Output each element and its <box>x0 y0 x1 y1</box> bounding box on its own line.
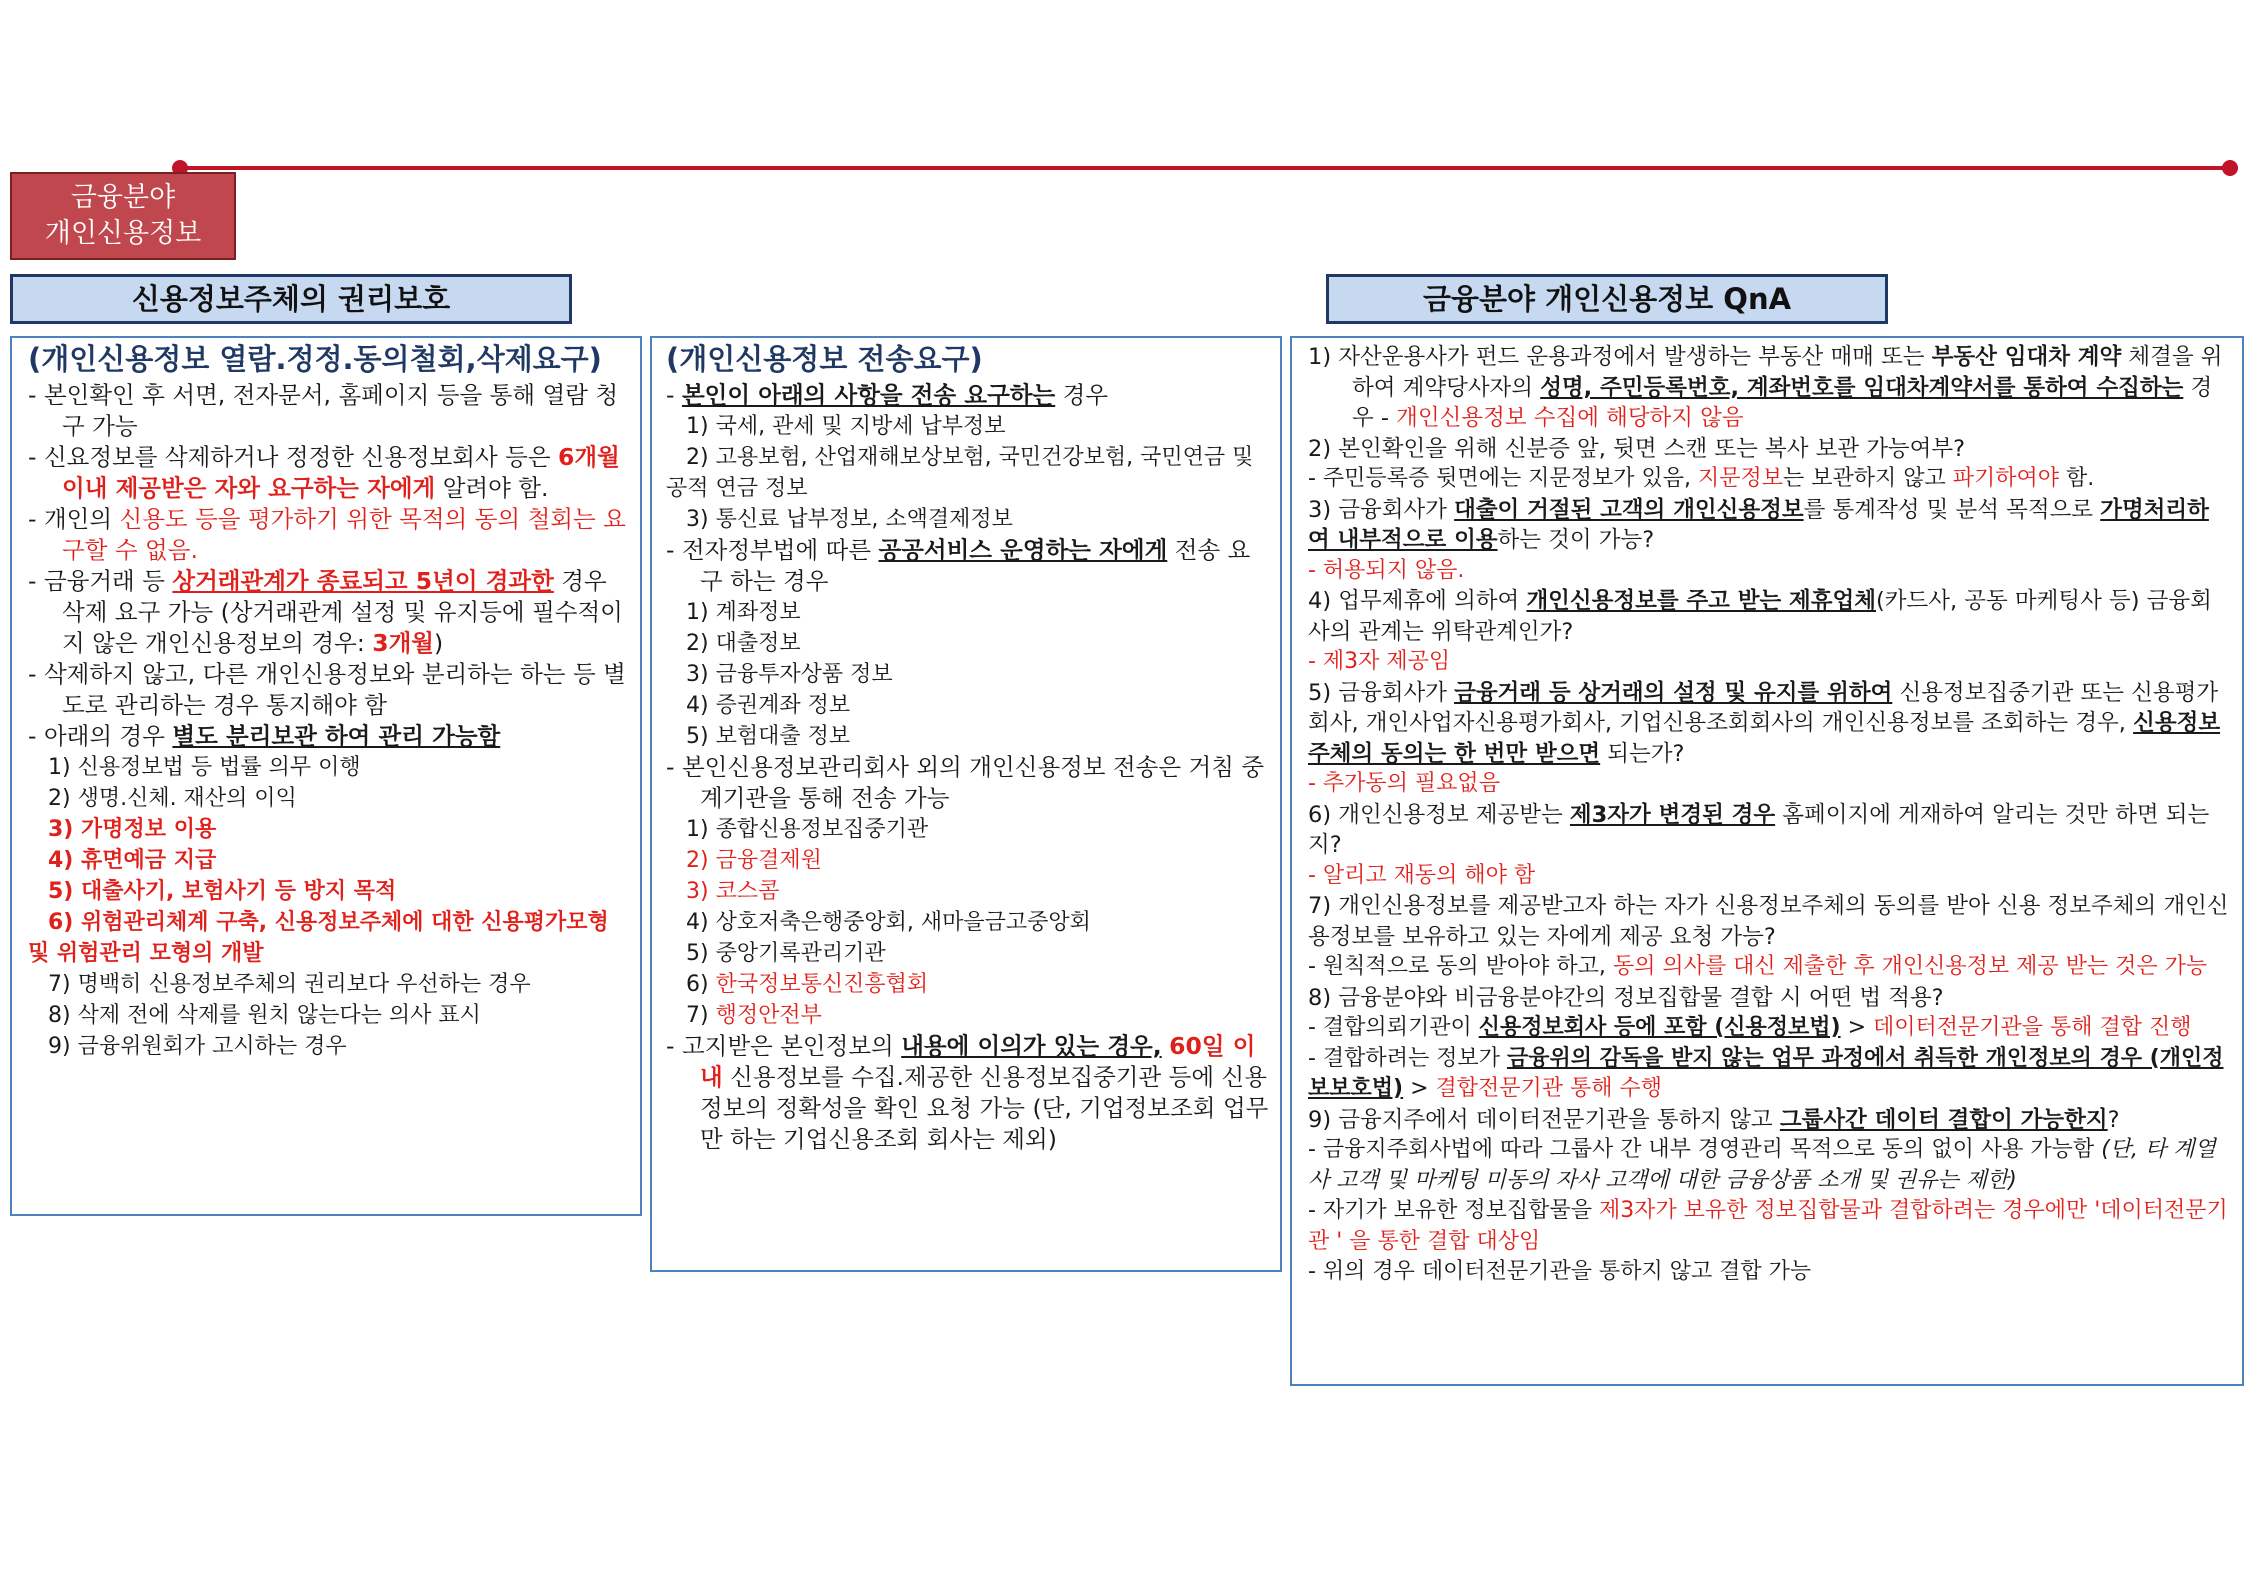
qa-a2: - 주민등록증 뒷면에는 지문정보가 있음, 지문정보는 보관하지 않고 파기하여야 함. <box>1308 466 2095 491</box>
qa-q6: 6) 개인신용정보 제공받는 제3자가 변경된 경우 홈페이지에 게재하여 알리는 것만 하면 되는지? <box>1308 801 2210 858</box>
col2-c2: 2) 금융결제원 <box>686 848 822 873</box>
box2-title: (개인신용정보 전송요구) <box>666 342 983 376</box>
col2-c3: 3) 코스콤 <box>686 879 780 904</box>
col1-p3: - 개인의 신용도 등을 평가하기 위한 목적의 동의 철회는 요구할 수 없음. <box>28 505 626 564</box>
qa-a9c: - 위의 경우 데이터전문기관을 통하지 않고 결합 가능 <box>1308 1259 1812 1284</box>
col2-s2: - 전자정부법에 따른 공공서비스 운영하는 자에게 전송 요구 하는 경우 <box>666 536 1251 595</box>
col1-item-6: 6) 위험관리체계 구축, 신용정보주체에 대한 신용평가모형 및 위험관리 모형의 개발 <box>28 910 609 966</box>
qa-a9b: - 자기가 보유한 정보집합물을 제3자가 보유한 정보집합물과 결합하려는 경우에만 '데이터전문기관 ' 을 통한 결합 대상임 <box>1308 1198 2228 1254</box>
col2-c5: 5) 중앙기록관리기관 <box>686 941 886 966</box>
qa-a3: - 허용되지 않음. <box>1308 557 1465 583</box>
col2-s3: - 본인신용정보관리회사 외의 개인신용정보 전송은 거침 중계기관을 통해 전송 가능 <box>666 753 1265 812</box>
col2-a3: 3) 통신료 납부정보, 소액결제정보 <box>686 507 1013 532</box>
qa-a4: - 제3자 제공임 <box>1308 649 1451 674</box>
qa-q3: 3) 금융회사가 대출이 거절된 고객의 개인신용정보를 통계작성 및 분석 목적으로 가명처리하여 내부적으로 이용하는 것이 가능? <box>1308 496 2209 553</box>
col1-item-9: 9) 금융위원회가 고시하는 경우 <box>48 1034 347 1059</box>
box-access-correction-deletion <box>10 336 642 1216</box>
col2-b5: 5) 보험대출 정보 <box>686 724 851 749</box>
col1-item-2: 2) 생명.신체. 재산의 이익 <box>48 786 297 811</box>
section-tag-line2: 개인신용정보 <box>44 218 202 249</box>
qa-q2: 2) 본인확인을 위해 신분증 앞, 뒷면 스캔 또는 복사 보관 가능여부? <box>1308 435 1966 462</box>
qa-a6: - 알리고 재동의 해야 함 <box>1308 862 1536 888</box>
col2-c7: 7) 행정안전부 <box>686 1003 822 1028</box>
section-tag <box>10 172 236 260</box>
col2-b3: 3) 금융투자상품 정보 <box>686 662 893 687</box>
qa-a8a: - 결합의뢰기관이 신용정보회사 등에 포함 (신용정보법) > 데이터전문기관을 통해 결합 진행 <box>1308 1015 2192 1040</box>
col1-p5: - 삭제하지 않고, 다른 개인신용정보와 분리하는 하는 등 별도로 관리하는 경우 통지해야 함 <box>28 660 626 719</box>
col2-c4: 4) 상호저축은행중앙회, 새마을금고중앙회 <box>686 910 1091 935</box>
qa-q8: 8) 금융분야와 비금융분야간의 정보집합물 결합 시 어떤 법 적용? <box>1308 984 1944 1011</box>
col1-p6: - 아래의 경우 별도 분리보관 하여 관리 가능함 <box>28 722 501 750</box>
col2-c1: 1) 종합신용정보집중기관 <box>686 817 929 842</box>
qa-q1: 1) 자산운용사가 펀드 운용과정에서 발생하는 부동산 매매 또는 부동산 임대차 계약 체결을 위하여 계약당사자의 성명, 주민등록번호, 계좌번호를 임대차계약서를 통하여 수집하는 경우 - 개인신용정보 수집에 해당하지 않음 <box>1308 344 2223 431</box>
col1-p4: - 금융거래 등 상거래관계가 종료되고 5년이 경과한 경우 삭제 요구 가능 (상거래관계 설정 및 유지등에 필수적이지 않은 개인신용정보의 경우: 3개월) <box>28 567 623 657</box>
col1-item-7: 7) 명백히 신용정보주체의 권리보다 우선하는 경우 <box>48 972 531 997</box>
section-tag-line1: 금융분야 <box>70 182 176 213</box>
qa-a5: - 추가동의 필요없음 <box>1308 771 1500 796</box>
col2-b2: 2) 대출정보 <box>686 631 801 656</box>
col2-a2: 2) 고용보험, 산업재해보상보험, 국민건강보험, 국민연금 및 공적 연금 정보 <box>666 445 1254 501</box>
col1-p2: - 신요정보를 삭제하거나 정정한 신용정보회사 등은 6개월 이내 제공받은 자와 요구하는 자에게 알려야 함. <box>28 443 620 502</box>
col2-c6: 6) 한국정보통신진흥협회 <box>686 972 929 997</box>
qa-q5: 5) 금융회사가 금융거래 등 상거래의 설정 및 유지를 위하여 신용정보집중기관 또는 신용평가회사, 개인사업자신용평가회사, 기업신용조회회사의 개인신용정보를 조회하는 경우, 신용정보주체의 동의는 한 번만 받으면 되는가? <box>1308 679 2221 767</box>
col1-p1: - 본인확인 후 서면, 전자문서, 홈페이지 등을 통해 열람 청구 가능 <box>28 381 619 440</box>
header-qna: 금융분야 개인신용정보 QnA <box>1326 274 1888 324</box>
qa-q7: 7) 개인신용정보를 제공받고자 하는 자가 신용정보주체의 동의를 받아 신용 정보주체의 개인신용정보를 보유하고 있는 자에게 제공 요청 가능? <box>1308 893 2229 950</box>
col1-item-3: 3) 가명정보 이용 <box>48 817 217 842</box>
box-qna <box>1290 336 2244 1386</box>
top-divider-line <box>180 166 2230 170</box>
col2-b1: 1) 계좌정보 <box>686 600 801 625</box>
qa-q4: 4) 업무제휴에 의하여 개인신용정보를 주고 받는 제휴업체(카드사, 공동 마케팅사 등) 금융회사의 관계는 위탁관계인가? <box>1308 588 2212 645</box>
qa-q9: 9) 금융지주에서 데이터전문기관을 통하지 않고 그룹사간 데이터 결합이 가능한지? <box>1308 1106 2120 1133</box>
divider-dot-right <box>2222 160 2238 176</box>
col1-item-4: 4) 휴면예금 지급 <box>48 848 217 873</box>
box1-title: (개인신용정보 열람.정정.동의철회,삭제요구) <box>28 342 602 376</box>
header-rights-protection: 신용정보주체의 권리보호 <box>10 274 572 324</box>
col2-a1: 1) 국세, 관세 및 지방세 납부정보 <box>686 414 1006 439</box>
qa-a7: - 원칙적으로 동의 받아야 하고, 동의 의사를 대신 제출한 후 개인신용정보 제공 받는 것은 가능 <box>1308 954 2208 979</box>
col1-item-1: 1) 신용정보법 등 법률 의무 이행 <box>48 755 361 780</box>
col2-b4: 4) 증권계좌 정보 <box>686 693 851 718</box>
col2-s4: - 고지받은 본인정보의 내용에 이의가 있는 경우, 60일 이내 신용정보를 수집.제공한 신용정보집중기관 등에 신용정보의 정확성을 확인 요청 가능 (단, 기업정보조회 업무만 하는 기업신용조회 회사는 제외) <box>666 1032 1269 1153</box>
col1-item-5: 5) 대출사기, 보험사기 등 방지 목적 <box>48 879 397 904</box>
qa-a8b: - 결합하려는 정보가 금융위의 감독을 받지 않는 업무 과정에서 취득한 개인정보의 경우 (개인정보보호법) > 결합전문기관 통해 수행 <box>1308 1045 2224 1101</box>
qa-a9a: - 금융지주회사법에 따라 그룹사 간 내부 경영관리 목적으로 동의 없이 사용 가능함 (단, 타 계열사 고객 및 마케팅 미동의 자사 고객에 대한 금융상품 소개 및 권유는 제한) <box>1308 1137 2216 1193</box>
col1-item-8: 8) 삭제 전에 삭제를 원치 않는다는 의사 표시 <box>48 1003 481 1028</box>
box-transmission-request <box>650 336 1282 1272</box>
col2-s1: - 본인이 아래의 사항을 전송 요구하는 경우 <box>666 381 1109 409</box>
